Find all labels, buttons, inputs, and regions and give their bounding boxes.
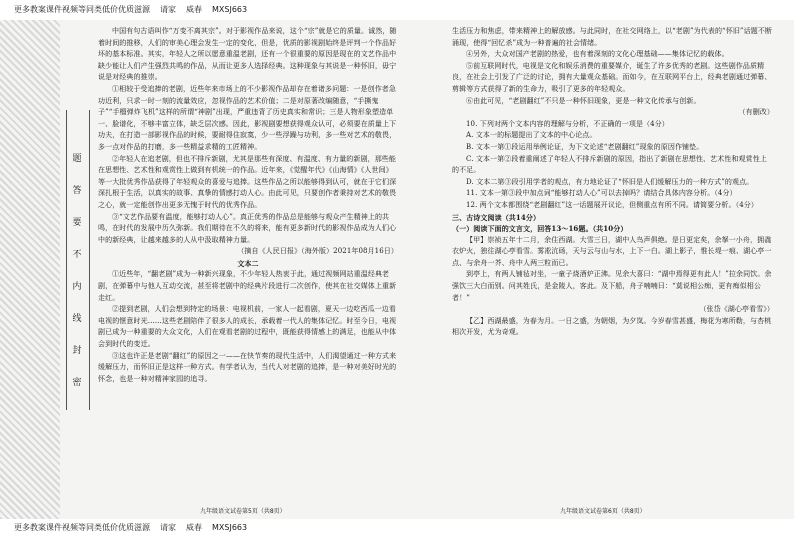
binding-label: 线 [72, 314, 82, 324]
paragraph: ②年轻人在追老剧，但也不排斥新剧，尤其是那些有深度、有温度、有力量的新剧，那些能在思想性、艺术性和观赏性上做到有机统一的作品。近年来，《觉醒年代》《山海情》《人世间》等一大批优秀作品获得了年轻观众的喜爱与追捧。这些作品之所以能够得到认可，就在于它们深深扎根于生活，以真实的故事、真挚的情感打动人心。由此可见，只要创作者秉持对艺术的敬畏之心，就一定能创作出更多无愧于时代的优秀作品。 [98, 154, 397, 209]
page-number-right: 九年级语文试卷第6页（共8页） [560, 508, 646, 515]
binding-label: 封 [72, 346, 82, 356]
binding-label: 答 [72, 186, 82, 196]
paragraph: ①相较于受追捧的老剧，近些年来市场上的不少影视作品却存在着诸多问题：一是创作者急功近利，只求一时一刻的流量效应，忽视作品的艺术价值；二是对原著改编随意，“手撕鬼子”“手榴弹炸飞机”这样的所谓“神剧”出现，严重违背了历史真实和常识；三是人物形象塑造单一、脸谱化，不够丰富立体，缺乏层次感。因此，影视剧要想获得观众认可，必须要在质量上下功夫，在打造一部影视作品的时候，要耐得住寂寞，少一些浮躁与功利，多一些对艺术的敬畏，多一点对作品的打磨，多一些精益求精的工匠精神。 [98, 84, 397, 151]
banner-name: 威春 [186, 5, 202, 14]
subsection-heading: （一）阅读下面的文言文，回答13～16题。（共10分） [452, 224, 628, 234]
binding-label: 不 [72, 250, 82, 260]
binding-margin-hatch [0, 20, 60, 519]
banner-name: 威春 [186, 523, 202, 532]
option-c: C. 文本一第②段着重阐述了年轻人不排斥新剧的原因，指出了新剧在思想性、艺术性和观赏性上的不足。 [452, 154, 767, 175]
banner-contact: 请家 [160, 5, 176, 14]
binding-label: 密 [72, 378, 82, 388]
classical-text-b [452, 316, 774, 339]
paragraph: 生活压力和焦虑，带来精神上的解放感。与此同时，在社交网络上，以“老剧”为代表的“怀旧”话题不断涌现，使得“回忆杀”成为一种普遍的社会情绪。 [452, 27, 773, 47]
left-column [98, 26, 398, 511]
bottom-banner [0, 519, 794, 537]
binding-label: 内 [72, 282, 82, 292]
classical-a-body: 崇祯五年十二月，余住西湖。大雪三日，湖中人鸟声俱绝。是日更定矣，余拏一小舟，拥毳衣炉火，独往湖心亭看雪。雾凇沆砀，天与云与山与水，上下一白。湖上影子，惟长堤一痕、湖心亭一点、与余舟一芥、舟中人两三粒而已。 [452, 235, 772, 267]
classical-b-label: 【乙】 [466, 316, 488, 325]
page-number-left: 九年级语文试卷第5页（共8页） [200, 508, 286, 515]
text2-title: 文本二 [237, 258, 259, 268]
binding-label: 要 [72, 218, 82, 228]
question-11: 11. 文本一第③段中加点词“能够打动人心”可以去掉吗？请结合具体内容分析。（4分） [466, 189, 737, 198]
paragraph: ③这也许正是老剧“翻红”的原因之一——在快节奏的现代生活中，人们渴望通过一种方式来缓解压力，而怀旧正是这样一种方式。有学者认为，当代人对老剧的追捧，是一种对美好时光的怀念，也是一种对精神家园的追寻。 [98, 351, 397, 383]
binding-label: 题 [72, 154, 82, 164]
top-banner [0, 0, 794, 20]
paragraph: ③“文艺作品要有温度，能够打动人心”。真正优秀的作品总是能够与观众产生精神上的共鸣，在时代的发展中历久弥新。我们期待在不久的将来，能有更多新时代的影视作品成为人们心中的新经典，让越来越多的人从中汲取精神力量。 [98, 212, 397, 244]
banner-contact: 请家 [160, 523, 176, 532]
option-b: B. 文本一第①段运用举例论证，为下文论述“老剧翻红”现象的原因作铺垫。 [466, 142, 704, 151]
question-12: 12. 两个文本都围绕“老剧翻红”这一话题展开议论，但侧重点有所不同。请简要分析。（4分） [466, 200, 758, 209]
source-citation: （摘自《人民日报》（海外版）2021年08月16日） [237, 247, 398, 256]
banner-text: 更多教案课件视频等同类低价优质滋源 [14, 5, 150, 14]
section-heading: 三、古诗文阅读（共14分） [452, 212, 541, 222]
option-d: D. 文本二第③段引用学者的观点，有力地论证了“怀旧是人们缓解压力的一种方式”的观点。 [466, 177, 754, 186]
classical-b-body: 西湖最盛，为春为月。一日之盛，为朝烟，为夕岚。今岁春雪甚盛，梅花为寒所勒，与杏桃相次开发，尤为奇观。 [452, 316, 772, 337]
classical-text-a [452, 235, 774, 270]
classical-a-source: （张岱《湖心亭看雪》） [699, 305, 774, 314]
paragraph: ②提到老剧，人们会想到特定的场景：电视机前，一家人一起看剧，夏天一边吃西瓜一边看电视的惬意时光……这些老剧陪伴了很多人的成长，承载着一代人的集体记忆。时至今日，电视剧已成为一种重要的大众文化，人们在观看老剧的过程中，既能获得情感上的满足，也能从中体会到时代的变迁。 [98, 305, 397, 349]
paragraph: 中国有句古语叫作“万变不离其宗”。对于影视作品来说，这个“宗”就是它的质量。诚然，随着时间的推移，人们的审美心理会发生一定的变化，但是，优质的影视剧始终是评判一个作品好坏的基本标准。其实，年轻人之所以愿意重温老剧，还有一个很重要的原因是现在的文艺作品中缺少能让人们产生强烈共鸣的作品，从而让更多人选择经典。这种现象与其说是一种怀旧，毋宁说是对经典的推崇。 [98, 27, 397, 82]
banner-code: MXSJ663 [212, 5, 248, 14]
paragraph: ⑥由此可见，“老剧翻红”不只是一种怀旧现象，更是一种文化传承与创新。 [466, 96, 701, 105]
classical-text-a2: 到亭上，有两人铺毡对坐，一童子烧酒炉正沸。见余大喜曰：“湖中焉得更有此人！”拉余同饮。余强饮三大白而别。问其姓氏，是金陵人，客此。及下船，舟子喃喃曰：“莫说相公痴，更有痴似相公者！” [452, 270, 772, 302]
paragraph: ①近些年，“翻老剧”成为一种新兴现象，不少年轻人热衷于此，通过视频网站重温经典老剧，在弹幕中与他人互动交流，甚至将老剧中的经典片段进行二次创作，使其在社交媒体上重新走红。 [98, 270, 397, 302]
source-citation: （有删改） [738, 108, 774, 117]
paragraph: ④另外，大众对国产老剧的热爱，也有着深刻的文化心理基础——集体记忆的载体。 [466, 50, 729, 59]
classical-a-label: 【甲】 [466, 235, 488, 244]
paragraph: ⑤前互联网时代，电视是文化和娱乐消费的重要媒介，诞生了许多优秀的老剧。这些剧作品质精良，在社会上引发了广泛的讨论，拥有大量观众基础。而如今，在互联网平台上，经典老剧通过弹幕、剪辑等方式获得了新的生命力，吸引了更多的年轻观众。 [452, 61, 772, 93]
banner-text: 更多教案课件视频等同类低价优质滋源 [14, 523, 150, 532]
exam-sheet [0, 20, 794, 519]
right-column [452, 26, 774, 511]
question-10: 10. 下列对两个文本内容的理解与分析，不正确的一项是（4分） [466, 119, 669, 128]
banner-code: MXSJ663 [212, 523, 248, 532]
option-a: A. 文本一的标题提出了文本的中心论点。 [466, 131, 597, 140]
